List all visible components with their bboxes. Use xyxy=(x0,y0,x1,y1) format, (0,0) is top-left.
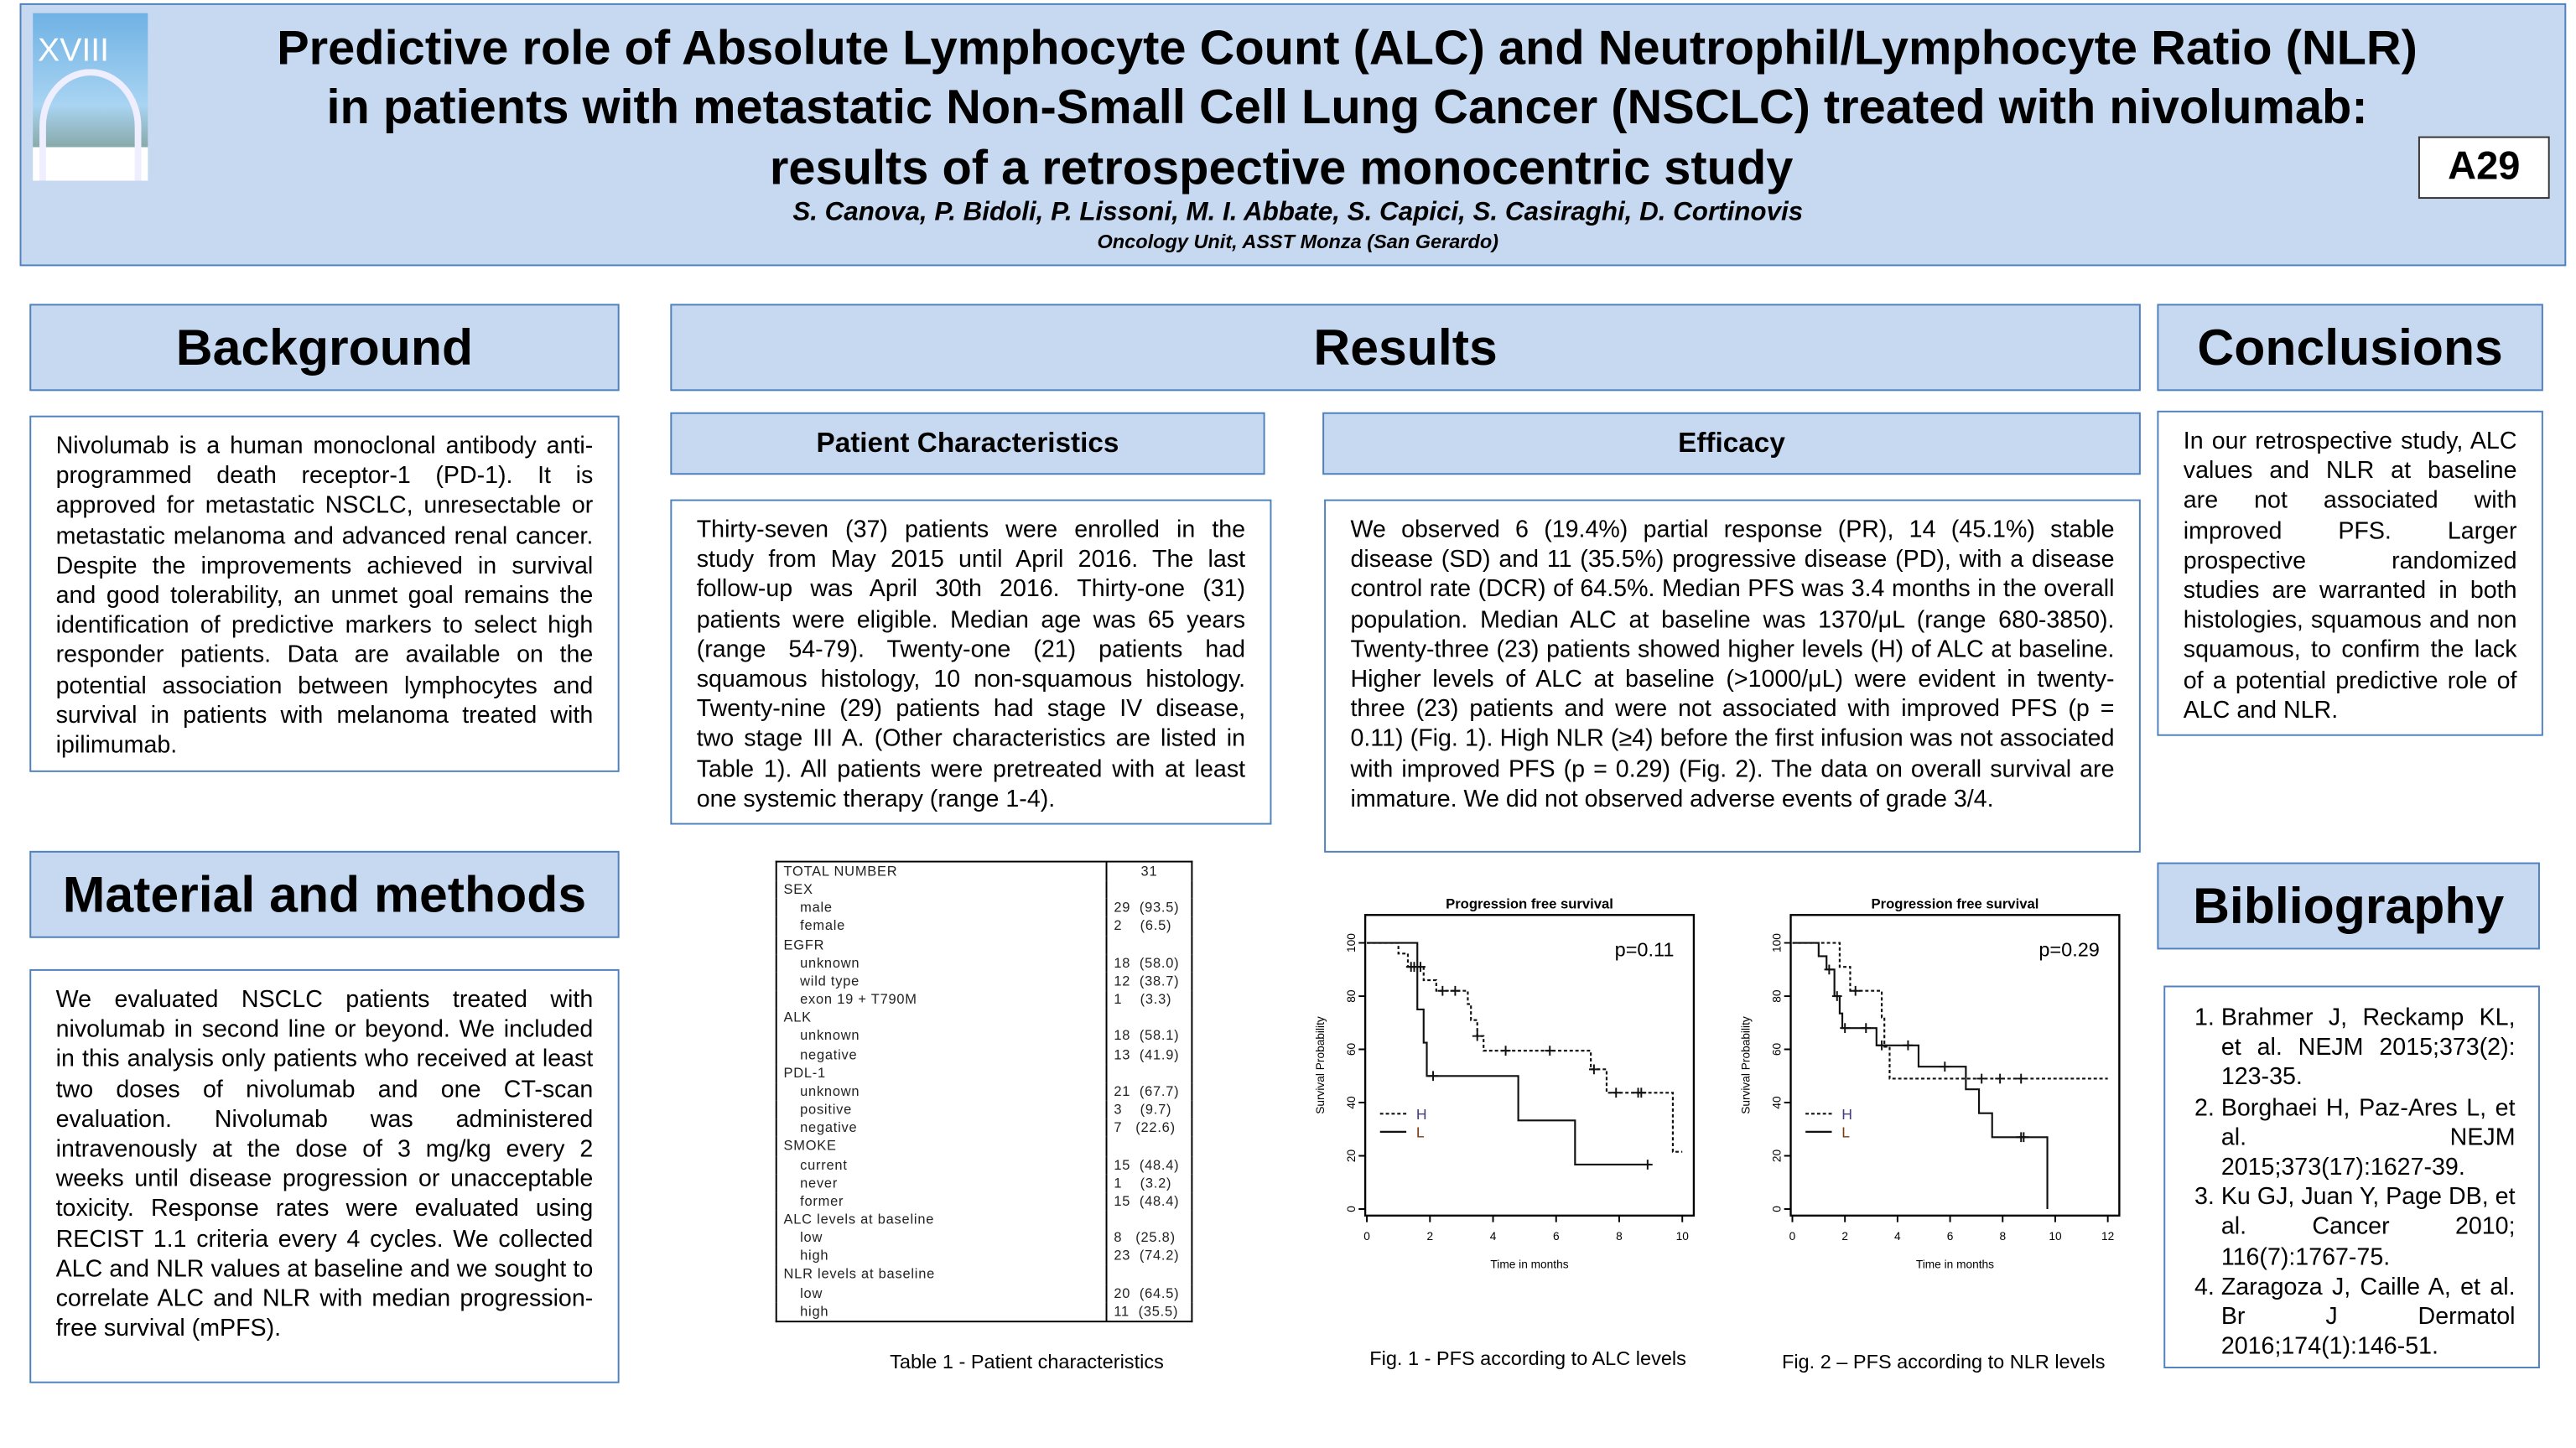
row-label: high xyxy=(800,1302,829,1319)
x-axis-label: Time in months xyxy=(1490,1258,1569,1271)
table-row xyxy=(776,1302,1192,1321)
table-row xyxy=(776,1229,1192,1248)
censor-mark-L xyxy=(1428,1071,1438,1081)
row-label: low xyxy=(800,1228,823,1246)
km-curve-L xyxy=(1367,943,1651,1165)
x-tick-label: 6 xyxy=(1552,1230,1560,1243)
row-value: 7 (22.6) xyxy=(1107,1119,1192,1138)
table-row xyxy=(776,1101,1192,1119)
row-value: 18 (58.0) xyxy=(1107,954,1192,973)
row-label: female xyxy=(800,917,846,934)
affiliation: Oncology Unit, ASST Monza (San Gerardo) xyxy=(1097,230,1499,253)
row-label: SMOKE xyxy=(783,1137,837,1155)
reference-item: 3. Ku GJ, Juan Y, Page DB, et al. Cancer 2010; 116(7):1767-75. xyxy=(2221,1183,2516,1273)
x-tick-label: 0 xyxy=(1789,1230,1796,1243)
y-tick-label: 0 xyxy=(1345,1206,1358,1212)
conclusions-heading: Conclusions xyxy=(2157,304,2542,391)
table-row xyxy=(776,1046,1192,1064)
chart-title: Progression free survival xyxy=(1446,895,1613,912)
title-line-2: in patients with metastatic Non-Small Cell Lung Cancer (NSCLC) treated with nivolumab: xyxy=(326,80,2368,135)
row-label: TOTAL NUMBER xyxy=(783,862,898,880)
row-value xyxy=(1107,936,1192,954)
km-curve-L xyxy=(1792,943,2047,1209)
x-tick-label: 4 xyxy=(1489,1230,1497,1243)
reference-item: 1. Brahmer J, Reckamp KL, et al. NEJM 2015;373(2): 123-35. xyxy=(2221,1004,2516,1093)
censor-mark-H xyxy=(1545,1046,1555,1056)
y-axis-label: Survival Probability xyxy=(1314,1016,1327,1114)
table-row xyxy=(776,1248,1192,1266)
title-line-1: Predictive role of Absolute Lymphocyte Count (ALC) and Neutrophil/Lymphocyte Ratio (NLR) xyxy=(277,21,2418,76)
table-row xyxy=(776,899,1192,917)
table-row xyxy=(776,973,1192,991)
methods-text: We evaluated NSCLC patients treated with nivolumab in second line or beyond. We included in this analysis only patients who received at least two doses of nivolumab and one CT-scan evaluation. Nivolumab was administered intravenously at the dose of 3 mg/kg every 2 weeks until disease progression or unacceptable toxicity. Response rates were evaluated using RECIST 1.1 criteria every 4 cycles. We collected ALC and NLR values at baseline and we sought to correlate ALC and NLR with median progression-free survival (mPFS). xyxy=(29,969,619,1383)
row-label: unknown xyxy=(800,1027,860,1044)
row-label: EGFR xyxy=(783,936,825,952)
background-heading: Background xyxy=(29,304,619,391)
y-tick-label: 20 xyxy=(1770,1149,1784,1163)
legend-label-H: H xyxy=(1415,1106,1427,1124)
row-label: low xyxy=(800,1284,823,1300)
row-value: 29 (93.5) xyxy=(1107,899,1192,917)
p-value-annotation: p=0.11 xyxy=(1614,938,1675,961)
table-row xyxy=(776,1009,1192,1027)
y-tick-label: 60 xyxy=(1345,1042,1358,1056)
x-tick-label: 8 xyxy=(1999,1230,2007,1243)
table-row xyxy=(776,1192,1192,1211)
methods-heading: Material and methods xyxy=(29,851,619,938)
y-tick-label: 60 xyxy=(1770,1042,1784,1056)
y-tick-label: 80 xyxy=(1345,989,1358,1003)
row-label: former xyxy=(800,1192,844,1209)
row-label: wild type xyxy=(800,972,860,989)
reference-item: 2. Borghaei H, Paz-Ares L, et al. NEJM 2015;373(17):1627-39. xyxy=(2221,1093,2516,1183)
row-value: 1 (3.2) xyxy=(1107,1174,1192,1192)
x-tick-label: 0 xyxy=(1363,1230,1370,1243)
row-label: current xyxy=(800,1155,848,1172)
figure-1-km-chart xyxy=(1298,884,1709,1295)
y-tick-label: 20 xyxy=(1345,1149,1358,1163)
table-row xyxy=(776,1284,1192,1302)
bibliography-box xyxy=(2163,986,2540,1368)
x-tick-label: 2 xyxy=(1426,1230,1434,1243)
row-label: positive xyxy=(800,1100,853,1118)
censor-mark-L xyxy=(1940,1061,1950,1072)
censor-mark-H xyxy=(1611,1087,1621,1098)
y-tick-label: 80 xyxy=(1770,989,1784,1003)
reference-item: 4. Zaragoza J, Caille A, et al. Br J Dermatol 2016;174(1):146-51. xyxy=(2221,1273,2516,1362)
row-label: unknown xyxy=(800,953,860,971)
row-label: ALK xyxy=(783,1009,812,1026)
censor-mark-H xyxy=(2016,1074,2026,1084)
figure-2-caption: Fig. 2 – PFS according to NLR levels xyxy=(1781,1350,2106,1373)
table-row xyxy=(776,1211,1192,1229)
row-value: 3 (9.7) xyxy=(1107,1101,1192,1119)
censor-mark-H xyxy=(1976,1074,1987,1084)
row-value: 15 (48.4) xyxy=(1107,1192,1192,1211)
table-row xyxy=(776,917,1192,936)
row-value: 15 (48.4) xyxy=(1107,1155,1192,1174)
row-value xyxy=(1107,1009,1192,1027)
table-row xyxy=(776,862,1192,881)
row-value: 20 (64.5) xyxy=(1107,1284,1192,1302)
conclusions-text: In our retrospective study, ALC values and NLR at baseline are not associated with improved PFS. Larger prospective randomized studies are warranted in both histologies, squamous and non squamous, to confirm the lack of a potential predictive role of ALC and NLR. xyxy=(2157,411,2542,736)
row-value xyxy=(1107,1265,1192,1284)
y-tick-label: 100 xyxy=(1345,933,1358,953)
background-text: Nivolumab is a human monoclonal antibody anti-programmed death receptor-1 (PD-1). It is approved for metastatic NSCLC, unresectable or metastatic melanoma and advanced renal cancer. Despite the improvements achieved in survival and good tolerability, an unmet goal remains the identification of predictive markers to select high responder patients. Data are available on the potential association between lymphocytes and survival in patients with melanoma treated with ipilimumab. xyxy=(29,416,619,772)
censor-mark-L xyxy=(2018,1132,2028,1142)
legend-label-L: L xyxy=(1841,1124,1851,1141)
row-value: 12 (38.7) xyxy=(1107,973,1192,991)
row-label: high xyxy=(800,1247,829,1264)
x-tick-label: 6 xyxy=(1946,1230,1954,1243)
table-row xyxy=(776,1082,1192,1101)
row-label: unknown xyxy=(800,1082,860,1099)
table-row xyxy=(776,1064,1192,1082)
table-row xyxy=(776,1027,1192,1046)
x-tick-label: 10 xyxy=(1675,1230,1689,1243)
row-label: male xyxy=(800,899,833,916)
x-axis-label: Time in months xyxy=(1915,1258,1995,1271)
row-label: never xyxy=(800,1174,839,1191)
patient-characteristics-text: Thirty-seven (37) patients were enrolled in the study from May 2015 until April 2016. The last follow-up was April 30th 2016. Thirty-one (31) patients were eligible. Median age was 65 years (range 54-79). Twenty-one (21) patients had squamous histology, 10 non-squamous histology. Twenty-nine (29) patients had stage IV disease, two stage III A. (Other characteristics are listed in Table 1). All patients were pretreated with at least one systemic therapy (range 1-4). xyxy=(670,500,1271,825)
table-row xyxy=(776,936,1192,954)
row-label: SEX xyxy=(783,880,813,898)
censor-mark-L xyxy=(1861,1023,1871,1033)
congress-logo: XVIII xyxy=(33,13,148,181)
row-value: 2 (6.5) xyxy=(1107,917,1192,936)
poster-id: A29 xyxy=(2418,137,2550,199)
row-value: 13 (41.9) xyxy=(1107,1046,1192,1064)
y-tick-label: 0 xyxy=(1770,1206,1784,1212)
patient-characteristics-heading: Patient Characteristics xyxy=(670,413,1265,475)
figure-2-km-chart xyxy=(1723,884,2134,1295)
table-row xyxy=(776,1174,1192,1192)
table-row xyxy=(776,1155,1192,1174)
censor-mark-H xyxy=(1995,1074,2005,1084)
authors: S. Canova, P. Bidoli, P. Lissoni, M. I. Abbate, S. Capici, S. Casiraghi, D. Cortinovis xyxy=(792,199,1804,227)
censor-mark-H xyxy=(1472,1031,1483,1041)
chart-title: Progression free survival xyxy=(1871,895,2039,912)
table-caption: Table 1 - Patient characteristics xyxy=(890,1350,1164,1373)
legend-label-L: L xyxy=(1415,1124,1425,1141)
row-label: PDL-1 xyxy=(783,1064,826,1081)
x-tick-label: 12 xyxy=(2101,1230,2115,1243)
x-tick-label: 4 xyxy=(1894,1230,1901,1243)
row-label: NLR levels at baseline xyxy=(783,1265,936,1283)
efficacy-heading: Efficacy xyxy=(1322,413,2141,475)
table-row xyxy=(776,991,1192,1009)
efficacy-text: We observed 6 (19.4%) partial response (PR), 14 (45.1%) stable disease (SD) and 11 (35.5%) progressive disease (PD), with a disease control rate (DCR) of 64.5%. Median PFS was 3.4 months in the overall population. Median ALC at baseline was 1370/μL (range 680-3850). Twenty-three (23) patients showed higher levels (H) of ALC at baseline. Higher levels of ALC at baseline (>1000/μL) were evident in twenty-three (23) patients and were not associated with improved PFS (p = 0.11) (Fig. 1). High NLR (≥4) before the first infusion was not associated with improved PFS (p = 0.29) (Fig. 2). The data on overall survival are immature. We did not observed adverse events of grade 3/4. xyxy=(1324,500,2141,853)
censor-mark-H xyxy=(1451,986,1461,996)
patient-characteristics-table xyxy=(776,861,1193,1322)
figure-1-caption: Fig. 1 - PFS according to ALC levels xyxy=(1369,1347,1686,1370)
row-value: 11 (35.5) xyxy=(1107,1302,1192,1321)
results-heading: Results xyxy=(670,304,2140,391)
row-value xyxy=(1107,1137,1192,1155)
row-value: 1 (3.3) xyxy=(1107,991,1192,1009)
table-row xyxy=(776,1119,1192,1138)
x-tick-label: 8 xyxy=(1616,1230,1623,1243)
row-value: 31 xyxy=(1107,862,1192,881)
legend-label-H: H xyxy=(1841,1106,1852,1124)
row-value: 8 (25.8) xyxy=(1107,1229,1192,1248)
row-label: exon 19 + T790M xyxy=(800,990,917,1008)
y-tick-label: 40 xyxy=(1345,1096,1358,1109)
row-value xyxy=(1107,1064,1192,1082)
row-value xyxy=(1107,880,1192,899)
title-line-3: results of a retrospective monocentric study xyxy=(769,141,1794,196)
censor-mark-H xyxy=(1851,986,1861,996)
censor-mark-H xyxy=(1501,1046,1511,1056)
row-value: 23 (74.2) xyxy=(1107,1248,1192,1266)
y-axis-label: Survival Probability xyxy=(1739,1016,1753,1114)
censor-mark-L xyxy=(1903,1041,1914,1051)
row-label: negative xyxy=(800,1046,858,1062)
y-tick-label: 40 xyxy=(1770,1096,1784,1109)
p-value-annotation: p=0.29 xyxy=(2038,938,2100,961)
row-label: negative xyxy=(800,1118,858,1136)
bibliography-heading: Bibliography xyxy=(2157,863,2539,950)
censor-mark-H xyxy=(1437,986,1447,996)
x-tick-label: 2 xyxy=(1841,1230,1848,1243)
table-row xyxy=(776,1265,1192,1284)
row-label: ALC levels at baseline xyxy=(783,1210,935,1227)
row-value: 21 (67.7) xyxy=(1107,1082,1192,1101)
censor-mark-L xyxy=(1643,1160,1653,1170)
row-value: 18 (58.1) xyxy=(1107,1027,1192,1046)
y-tick-label: 100 xyxy=(1770,933,1784,953)
table-row xyxy=(776,1137,1192,1155)
row-value xyxy=(1107,1211,1192,1229)
table-row xyxy=(776,954,1192,973)
table-row xyxy=(776,880,1192,899)
x-tick-label: 10 xyxy=(2049,1230,2062,1243)
